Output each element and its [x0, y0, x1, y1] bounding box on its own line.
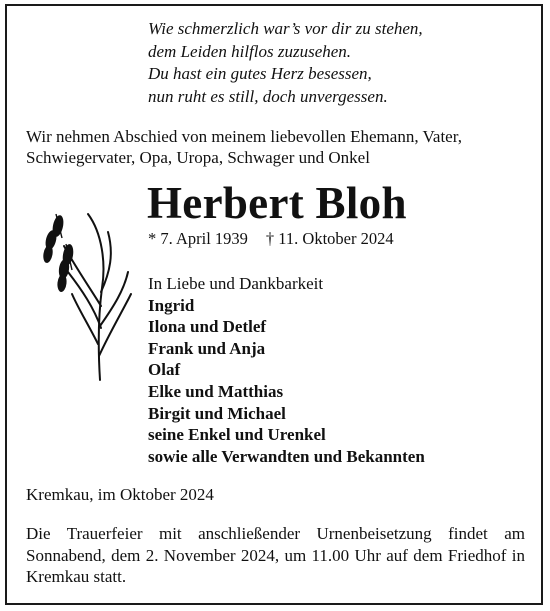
mourner-name: seine Enkel und Urenkel [148, 425, 326, 445]
place-and-date: Kremkau, im Oktober 2024 [26, 485, 214, 504]
poem-line: Du hast ein gutes Herz besessen, [148, 64, 372, 83]
poem-line: Wie schmerzlich war’s vor dir zu stehen, [148, 19, 423, 38]
poem-line: dem Leiden hilflos zuzusehen. [148, 41, 352, 61]
funeral-notice: Die Trauerfeier mit anschließender Urnenbeisetzung findet am Sonnabend, dem 2. November 2024, um 11.00 Uhr auf dem Friedhof in Kremkau statt. [26, 524, 525, 587]
mourner-name: Frank und Anja [148, 338, 266, 358]
deceased-name: Herbert Bloh [147, 178, 407, 228]
mourner-name: Elke und Matthias [148, 381, 284, 401]
death-date: † 11. Oktober 2024 [265, 229, 394, 248]
birth-date: * 7. April 1939 [148, 229, 248, 248]
mourners-block [148, 273, 425, 467]
mourner-name: Ingrid [148, 295, 195, 315]
mourner-name: Olaf [148, 360, 181, 380]
mourner-name: Birgit und Michael [148, 403, 286, 423]
wheat-ear-icon [32, 208, 142, 383]
farewell-intro: Wir nehmen Abschied von meinem liebevollen Ehemann, Vater, Schwiegervater, Opa, Uropa, Schwager und Onkel [26, 127, 462, 167]
mourner-name: sowie alle Verwandten und Bekannten [148, 446, 425, 466]
mourner-name: Ilona und Detlef [148, 317, 267, 337]
mourners-intro: In Liebe und Dankbarkeit [148, 274, 324, 293]
life-dates [148, 229, 394, 249]
poem [148, 18, 423, 108]
poem-line: nun ruht es still, doch unvergessen. [148, 86, 388, 106]
